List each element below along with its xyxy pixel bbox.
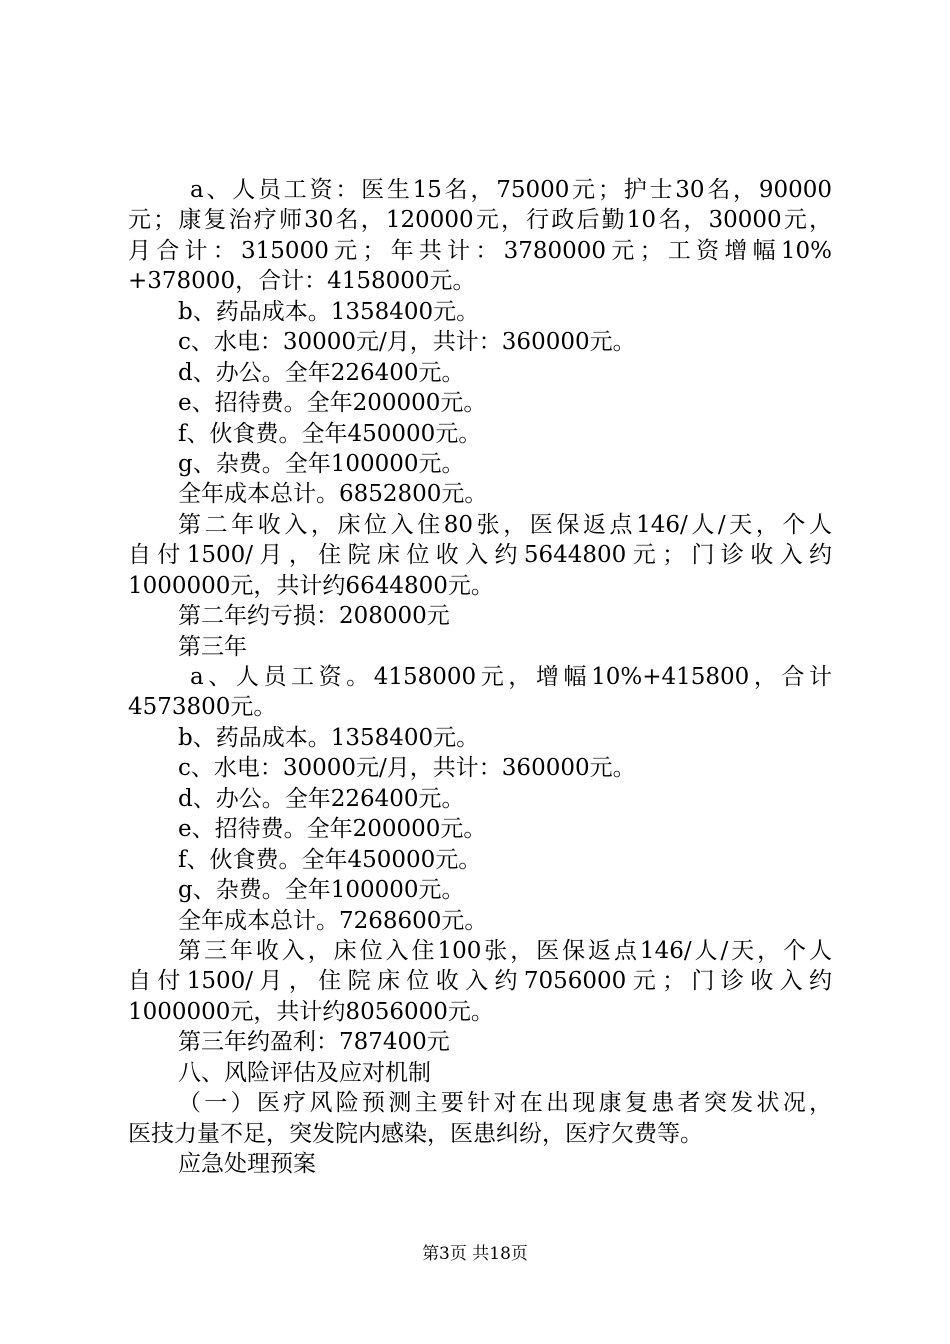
text-line: c、水电：30000元/月，共计：360000元。 xyxy=(178,755,636,782)
text-line: 应急处理预案 xyxy=(178,1151,316,1177)
text-line: （一）医疗风险预测主要针对在出现康复患者突发状况， xyxy=(178,1090,832,1117)
text-line: d、办公。全年226400元。 xyxy=(178,785,465,812)
text-line: 月合计：315000元；年共计：3780000元；工资增幅10% xyxy=(128,237,832,264)
text-line: 医技力量不足，突发院内感染，医患纠纷，医疗欠费等。 xyxy=(128,1120,703,1147)
text-line: 第三年约盈利：787400元 xyxy=(178,1029,450,1056)
text-line: d、办公。全年226400元。 xyxy=(178,359,465,386)
text-line: 1000000元，共计约6644800元。 xyxy=(128,572,494,599)
text-line: 4573800元。 xyxy=(128,694,277,721)
text-line: e、招待费。全年200000元。 xyxy=(178,390,487,417)
text-line: +378000，合计：4158000元。 xyxy=(128,268,476,295)
text-line: c、水电：30000元/月，共计：360000元。 xyxy=(178,329,636,356)
text-line: 全年成本总计。6852800元。 xyxy=(178,481,488,508)
text-line: a、人员工资：医生15名，75000元；护士30名，90000 xyxy=(190,177,832,203)
text-line: 第三年收入，床位入住100张，医保返点146/人/天，个人 xyxy=(178,937,832,964)
text-line: a、人员工资。4158000元，增幅10%+415800，合计 xyxy=(190,664,832,690)
text-line: b、药品成本。1358400元。 xyxy=(178,298,480,325)
text-line: 第二年收入，床位入住80张，医保返点146/人/天，个人 xyxy=(178,511,832,538)
text-line: f、伙食费。全年450000元。 xyxy=(178,420,482,447)
text-line: 元；康复治疗师30名，120000元，行政后勤10名，30000元， xyxy=(128,207,832,234)
text-line: e、招待费。全年200000元。 xyxy=(178,816,487,843)
text-line: g、杂费。全年100000元。 xyxy=(178,450,465,477)
text-line: 自付1500/月，住院床位收入约5644800元；门诊收入约 xyxy=(128,542,832,569)
text-line: 自付1500/月，住院床位收入约7056000元；门诊收入约 xyxy=(128,968,832,995)
section-heading: 第三年 xyxy=(178,633,247,660)
text-line: b、药品成本。1358400元。 xyxy=(178,724,480,751)
page-number-footer: 第3页 共18页 xyxy=(422,1244,528,1264)
document-body xyxy=(128,175,832,1179)
text-line: 1000000元，共计约8056000元。 xyxy=(128,998,494,1025)
text-line: 全年成本总计。7268600元。 xyxy=(178,907,488,934)
text-line: f、伙食费。全年450000元。 xyxy=(178,846,482,873)
section-heading: 八、风险评估及应对机制 xyxy=(178,1059,431,1086)
text-line: g、杂费。全年100000元。 xyxy=(178,877,465,904)
text-line: 第二年约亏损：208000元 xyxy=(178,603,450,630)
